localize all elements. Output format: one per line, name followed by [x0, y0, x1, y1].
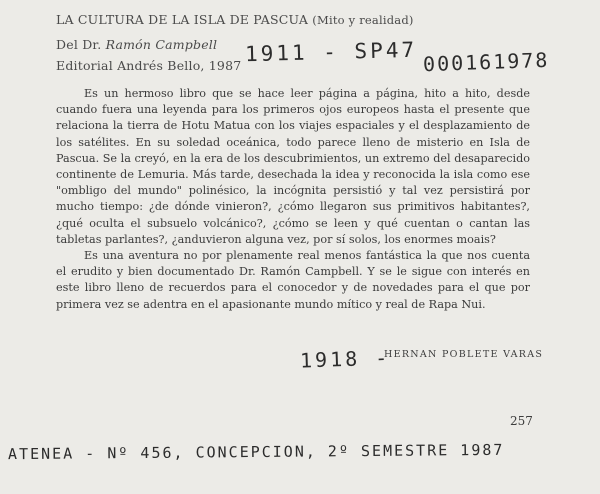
- book-title: [56, 12, 414, 27]
- book-title-text: LA CULTURA DE LA ISLA DE PASCUA: [56, 12, 309, 27]
- page-number: 257: [510, 414, 533, 428]
- book-author: [56, 37, 217, 52]
- handwritten-initials: 1918 -: [299, 345, 391, 373]
- handwritten-code: 1911 - SP47: [244, 37, 418, 67]
- book-subtitle: (Mito y realidad): [312, 13, 414, 27]
- paragraph: Es una aventura no por plenamente real menos fantástica la que nos cuenta el erudito y bien documentado Dr. Ramón Campbell. Y se le sigue con interés en este libro lleno de recuerdos para el conocedor y de novedades para el que por primera vez se adentra en el apasionante mundo mítico y real de Rapa Nui.: [56, 249, 530, 311]
- book-publisher: Editorial Andrés Bello, 1987: [56, 58, 242, 73]
- paragraph: Es un hermoso libro que se hace leer página a página, hito a hito, desde cuando fuera una leyenda para los primeros ojos europeos hasta el presente que relaciona la tierra de Hotu Matua con los viajes espaciales y el desplazamiento de los satélites. En su soledad oceánica, todo parece lleno de misterio en Isla de Pascua. Se la creyó, en la era de los descubrimientos, un extremo del desaparecido continente de Lemuria. Más tarde, desechada la idea y reconocida la isla como ese "ombligo del mundo" polinésico, la incógnita persistió y tal vez persistirá por mucho tiempo: ¿de dónde vinieron?, ¿cómo llegaron sus primitivos habitantes?, ¿qué oculta el subsuelo volcánico?, ¿cómo se leen y qué cuentan o cantan las tabletas parlantes?, ¿anduvieron alguna vez, por sí solos, los enormes moais?: [56, 87, 530, 246]
- author-prefix: Del Dr.: [56, 37, 102, 52]
- handwritten-footer: ATENEA - Nº 456, CONCEPCION, 2º SEMESTRE 1987: [7, 440, 505, 464]
- review-body: [56, 86, 530, 313]
- author-name: Ramón Campbell: [105, 37, 218, 52]
- handwritten-number: 000161978: [422, 47, 550, 77]
- reviewer-signature: HERNAN POBLETE VARAS: [384, 349, 544, 360]
